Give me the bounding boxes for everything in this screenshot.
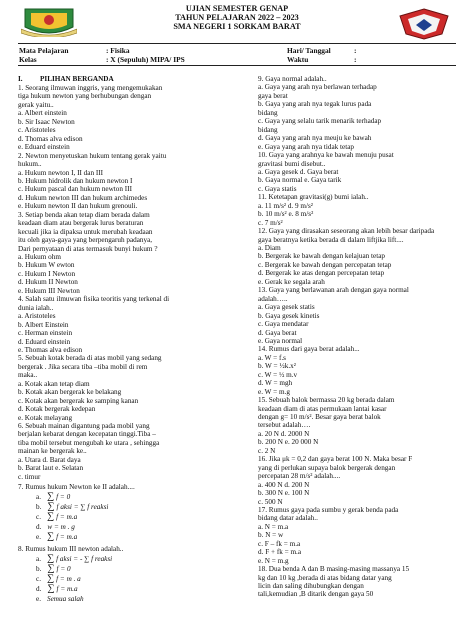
left-lines-line: b. Hukum W ewton [18,261,75,270]
option-formula: f = m.a [56,585,78,594]
sigma-icon: ∑ [47,553,55,565]
left-lines-line: 5. Sebuah kotak berada di atas mobil yang sedang [18,354,162,363]
right-lines-line: 16. Jika μk = 0,2 dan gaya berat 100 N. Maka besar F [258,455,413,464]
left-lines-line: 3. Setiap benda akan tetap diam berada dalam [18,210,150,219]
right-lines-line: b. 200 N e. 20 000 N [258,438,319,447]
option-formula: Semua salah [47,595,84,604]
hari-label: Hari/ Tanggal [287,46,331,55]
option-letter: d. [36,585,42,594]
right-lines-line: e. Gaya normal [258,336,303,345]
left-lines-line: c. timur [18,472,41,481]
right-lines-line: d. W = mgh [258,379,293,388]
q7-stem: 7. Rumus hukum Newton ke II adalah.... [18,483,135,492]
sigma-icon: ∑ [47,583,55,595]
left-lines-line: 6. Sebuah mainan digantung pada mobil yang [18,422,150,430]
q7-option [36,533,77,541]
left-lines-line: a. Kotak akan tetap diam [18,379,90,388]
left-lines-line: e. Thomas alva edison [18,345,83,354]
left-lines-line: a. Albert einstein [18,109,67,118]
right-lines-line: 12. Gaya yang dirasakan seseorang akan lebih besar daripada [258,227,435,236]
left-lines-line: tiga hukum newton yang berhubungan dengan [18,92,152,101]
right-lines-line: d. F + fk = m.a [258,548,302,557]
left-lines-line: a. Hukum newton I, II dan III [18,168,104,177]
section-number: I. [18,75,23,83]
right-lines-line: c. 2 N [258,446,276,455]
option-letter: e. [36,595,41,604]
right-lines-line: e. W = m.g [258,387,290,396]
left-lines-line: kecuali jika ia dipaksa untuk merubah keadaan [18,227,153,236]
sigma-icon: ∑ [47,531,55,543]
right-lines-line: gravitasi bumi disebut.. [258,159,326,168]
hari-value: : [354,46,357,55]
left-lines-line: b. Albert Einstein [18,320,69,329]
right-lines-line: d. Gaya berat [258,328,297,337]
left-lines-line: hukum.. [18,160,42,169]
header-title-line-3: SMA NEGERI 1 SORKAM BARAT [173,22,301,31]
right-lines-line: c. Gaya mendatar [258,320,309,329]
left-lines-line: d. Kotak bergerak kedepan [18,405,96,414]
left-lines-line: 2. Newton menyetuskan hukum tentang gerak yaitu [18,151,167,160]
right-lines-line: b. Gaya gesek kinetis [258,311,320,320]
left-lines-line: d. Hukum newton III dan hukum archimedes [18,193,148,202]
left-lines-line: b. Kotak akan bergerak ke belakang [18,388,122,397]
right-lines-line: 11. Ketetapan gravitasi(g) bumi ialah.. [258,193,369,202]
option-letter: b. [36,503,42,512]
right-lines-line: e. N = m.g [258,556,289,565]
right-lines-line: adalah….. [258,294,288,303]
right-lines-line: percepatan 28 m/s² adalah.... [258,472,341,481]
right-lines-line: kg dan 10 kg ,berada di atas bidang datar yang [258,573,392,582]
right-lines-line: b. N = w [258,531,284,540]
right-lines-line: a. N = m.a [258,522,289,531]
right-lines-line: b. Gaya yang arah nya tegak lurus pada [258,100,372,109]
option-formula: f = m.a [56,513,78,522]
left-lines-line: dunia ialah.. [18,303,54,312]
right-lines-line: a. 20 N d. 2000 N [258,429,310,438]
left-lines-line: 4. Salah satu ilmuwan fisika teoritis yang terkenal di [18,295,170,304]
right-lines-line: e. Gaya yang arah nya tidak tetap [258,142,354,151]
left-lines-line: d. Thomas alva edison [18,134,83,143]
left-lines-line: b. Sir Isaac Newton [18,117,75,126]
option-letter: b. [36,565,42,574]
option-letter: c. [36,575,41,584]
right-lines-line: c. 7 m/s² [258,218,283,227]
left-lines-line: mainan ke bergerak ke.. [18,447,87,456]
regency-emblem-logo [21,7,77,37]
right-lines-line: bidang [258,108,278,117]
left-lines-line: e. Eduard einstein [18,143,70,152]
left-lines-line: a. Utara d. Barat daya [18,455,81,464]
right-lines-line: c. Bergerak ke bawah dengan percepatan tetap [258,260,392,269]
left-lines-line: c. Herman einstein [18,329,73,338]
right-lines-line: a. 11 m/s² d. 9 m/s² [258,201,313,210]
option-formula: f = m . a [56,575,81,584]
left-lines-line: Dari pernyataan di atas termasuk bunyi hukum ? [18,244,158,253]
left-lines-line: 1. Seorang ilmuwan inggris, yang mengemukakan [18,84,163,92]
right-lines-line: tersebut adalah…. [258,421,311,430]
option-formula: f = 0 [56,493,71,502]
option-letter: a. [36,555,41,564]
waktu-label: Waktu [287,55,309,64]
right-lines-line: d. Bergerak ke atas dengan percepatan tetap [258,269,385,278]
option-formula: w = m . g [47,523,75,532]
right-lines-line: bidang datar adalah.. [258,514,318,523]
left-lines-line: d. Eduard einstein [18,337,71,346]
option-letter: a. [36,493,41,502]
right-lines-line: keadaan diam di atas permukaan lantai kasar [258,404,387,413]
right-lines-line: a. W = f.s [258,353,286,362]
option-letter: e. [36,533,41,542]
left-lines-line: b. Barat laut e. Selatan [18,464,84,473]
school-emblem-logo [398,8,450,40]
right-lines-line: licin dan saling dihubungkan dengan [258,582,364,590]
right-lines-line: b. W = ½k.x² [258,362,296,371]
right-lines-line: dengan g= 10 m/s². Besar gaya berat balok [258,413,381,421]
option-formula: f aksi = ∑ f reaksi [56,503,109,512]
left-lines-line: tiba mobil tersebut mengubah ke utara , sehingga [18,438,160,447]
left-lines-line: e. Hukum III Newton [18,286,80,295]
right-lines-line: 17. Rumus gaya pada sumbu y gerak benda pada [258,505,399,514]
right-lines-line: 9. Gaya normal adalah.. [258,75,327,83]
left-lines-line: e. Kotak melayang [18,413,73,422]
sigma-icon: ∑ [47,573,55,585]
right-lines-line: a. Diam [258,244,281,252]
right-lines-line: a. Gaya gesek d. Gaya berat [258,167,339,176]
right-lines-line: d. Gaya yang arah nya meuju ke bawah [258,134,372,143]
left-lines-line: keadaan diam atau bergerak lurus beraturan [18,219,144,228]
left-lines-line: itu oleh gaya-gaya yang berpengaruh padanya, [18,236,153,245]
option-formula: f = m.a [56,533,78,542]
header-title-line-1: UJIAN SEMESTER GENAP [185,4,289,13]
q8-option [36,595,84,603]
q8-stem: 8. Rumus hukum III newton adalah.. [18,545,124,554]
option-formula: f aksi = - ∑ f reaksi [56,555,113,564]
right-lines-line: a. Gaya yang arah nya berlawan terhadap [258,83,377,92]
left-lines-line: b. Hukum hidrolik dan hukum newton I [18,176,133,185]
right-lines-line: a. 400 N d. 200 N [258,480,310,489]
right-lines-line: b. Gaya normal e. Gaya tarik [258,176,342,185]
left-lines-line: c. Hukum pascal dan hukum newton III [18,185,132,194]
left-lines-line: c. Hukum I Newton [18,269,76,278]
right-lines-line: 14. Rumus dari gaya berat adalah... [258,345,360,354]
right-lines-line: tali,kemudian ,B ditarik dengan gaya 50 [258,590,374,599]
right-lines-line: b. 300 N e. 100 N [258,489,310,498]
left-lines-line: a. Hukum ohm [18,253,61,261]
q7-option [36,513,77,521]
right-lines-line: bidang [258,125,278,134]
mapel-label: Mata Pelajaran [19,46,69,55]
right-lines-line: c. Gaya statis [258,184,297,193]
left-lines-line: d. Hukum II Newton [18,278,78,287]
right-lines-line: 15. Sebuah balok bermassa 20 kg berada dalam [258,396,395,405]
q7-option [36,523,75,531]
q8-option [36,585,78,593]
waktu-value: : [354,55,357,64]
right-lines-line: 18. Dua benda A dan B masing-masing massanya 15 [258,565,410,574]
header-rule-bottom [18,65,456,66]
header-title-line-2: TAHUN PELAJARAN 2022 – 2023 [175,13,299,22]
left-lines-line: e. Hukum newton II dan hukum grenouli. [18,202,138,211]
option-letter: c. [36,513,41,522]
right-lines-line: 10. Gaya yang arahnya ke bawah menuju pusat [258,151,394,160]
right-lines-line: b. 10 m/s² e. 8 m/s² [258,210,314,219]
left-lines-line: maka.. [18,371,38,380]
right-lines-line: b. Bergerak ke bawah dengan kelajuan tetap [258,252,385,261]
right-lines-line: a. Gaya gesek statis [258,303,315,312]
right-lines-line: gaya beratnya ketika berada di dalam liftjika lift.... [258,235,404,244]
left-lines-line: berjalan kebarat dengan kecepatan tinggi.Tiba – [18,430,156,439]
right-lines-line: e. Gerak ke segala arah [258,277,325,286]
left-lines-line: a. Aristoteles [18,312,56,321]
sigma-icon: ∑ [47,563,55,575]
right-lines-line: c. W = ½ m.v [258,370,298,379]
option-letter: d. [36,523,42,532]
right-lines-line: yang di perlukan supaya balok bergerak dengan [258,463,396,472]
mapel-value: : Fisika [106,46,130,55]
left-lines-line: bergerak . Jika secara tiba –tiba mobil di rem [18,362,148,371]
right-lines-line: c. Gaya yang selalu tarik menarik terhadap [258,117,382,126]
right-lines-line: c. F – fk = m.a [258,539,301,548]
kelas-value: : X (Sepuluh) MIPA/ IPS [106,55,185,64]
kelas-label: Kelas [19,55,37,64]
right-lines-line: c. 500 N [258,497,283,506]
sigma-icon: ∑ [47,491,55,503]
right-lines-line: 13. Gaya yang berlawanan arah dengan gaya normal [258,286,409,295]
sigma-icon: ∑ [47,511,55,523]
header-rule-top [18,43,456,44]
option-formula: f = 0 [56,565,71,574]
section-title: PILIHAN BERGANDA [40,75,114,83]
left-lines-line: c. Kotak akan bergerak ke samping kanan [18,396,139,405]
q8-option [36,575,81,583]
left-lines-line: c. Aristoteles [18,126,56,135]
right-lines-line: gaya berat [258,91,288,100]
sigma-icon: ∑ [47,501,55,513]
exam-header [0,0,474,46]
left-lines-line: gerak yaitu.. [18,100,54,109]
